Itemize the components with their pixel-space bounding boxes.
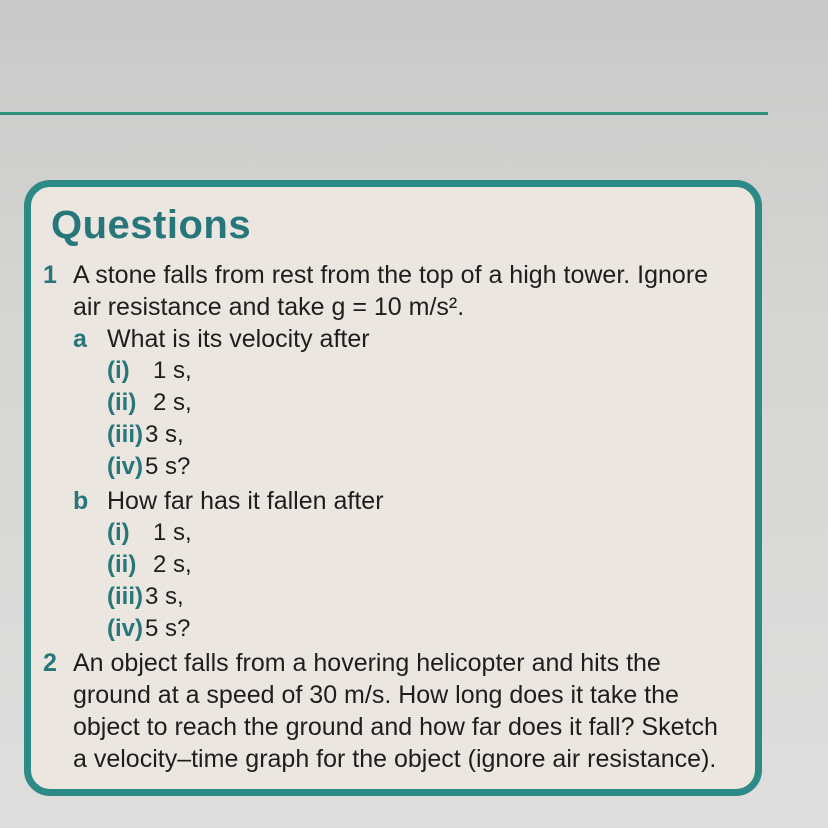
sub-item — [107, 387, 192, 419]
question-text-line: ground at a speed of 30 m/s. How long does it take the — [73, 681, 679, 709]
question-number: 2 — [43, 649, 57, 677]
question-text-line: A stone falls from rest from the top of a high tower. Ignore — [73, 261, 709, 289]
sub-item-text: 2 s, — [153, 389, 192, 416]
part-letter: a — [73, 325, 87, 353]
questions-box — [24, 180, 762, 796]
sub-item-roman: (iii) — [107, 583, 143, 610]
sub-item-roman: (i) — [107, 357, 130, 384]
question-text-line: object to reach the ground and how far does it fall? Sketch — [73, 713, 718, 741]
question-number: 1 — [43, 261, 57, 289]
sub-item-roman: (iv) — [107, 615, 143, 642]
sub-item — [107, 355, 192, 387]
sub-item-roman: (i) — [107, 519, 130, 546]
question-text-line: a velocity–time graph for the object (ignore air resistance). — [73, 745, 717, 773]
sub-item-roman: (iv) — [107, 453, 143, 480]
sub-item — [107, 613, 190, 645]
sub-item — [107, 549, 192, 581]
sub-item-text: 2 s, — [153, 551, 192, 578]
sub-item-roman: (iii) — [107, 421, 143, 448]
sub-item — [107, 517, 192, 549]
sub-item-text: 3 s, — [145, 421, 184, 448]
part-prompt: How far has it fallen after — [107, 487, 384, 515]
questions-heading: Questions — [51, 203, 252, 247]
sub-item-roman: (ii) — [107, 551, 137, 578]
sub-item — [107, 419, 184, 451]
part-prompt: What is its velocity after — [107, 325, 370, 353]
sub-item-text: 5 s? — [145, 615, 191, 642]
sub-item-text: 1 s, — [153, 519, 192, 546]
sub-item — [107, 581, 184, 613]
sub-item-text: 1 s, — [153, 357, 192, 384]
sub-item-text: 3 s, — [145, 583, 184, 610]
question-text-line: air resistance and take g = 10 m/s². — [73, 293, 465, 321]
part-letter: b — [73, 487, 89, 515]
sub-item-roman: (ii) — [107, 389, 137, 416]
question-text-line: An object falls from a hovering helicopter and hits the — [73, 649, 661, 677]
sub-item-text: 5 s? — [145, 453, 191, 480]
header-rule — [0, 112, 768, 115]
sub-item — [107, 451, 190, 483]
